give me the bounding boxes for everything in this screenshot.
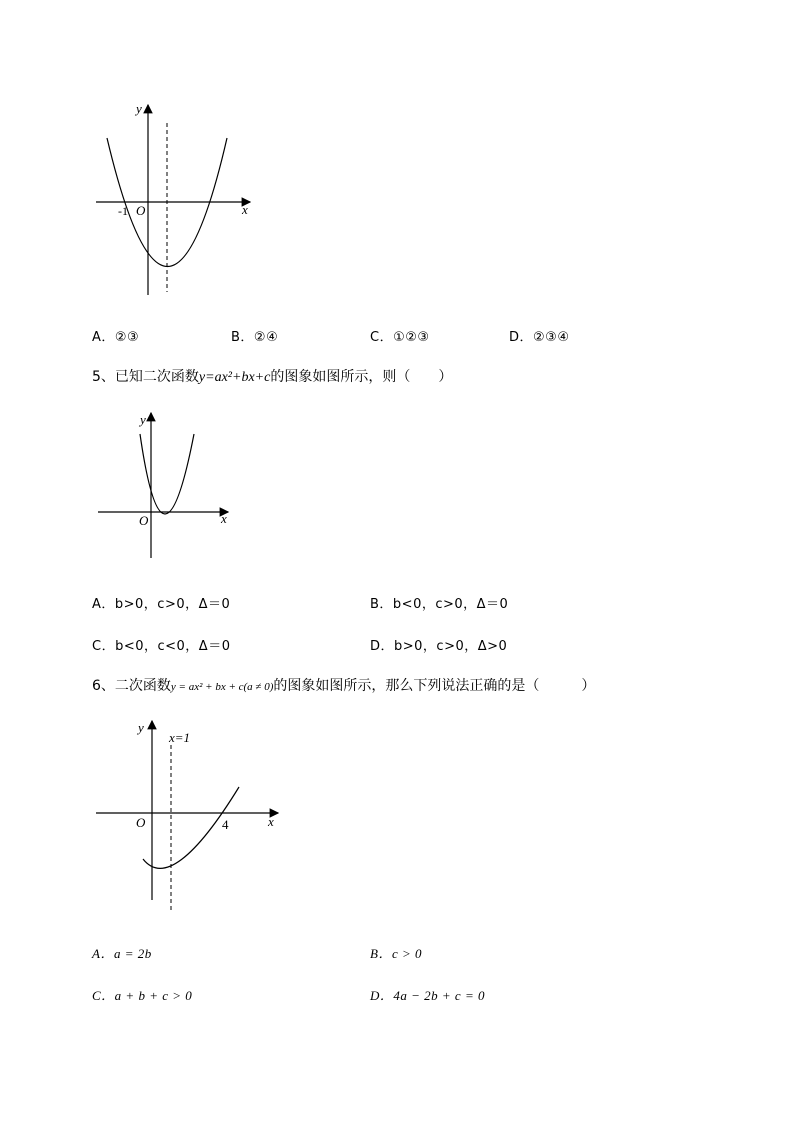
q6-formula: y = ax² + bx + c(a ≠ 0) [170, 681, 274, 693]
q5-suffix: 的图象如图所示，则（ ） [270, 369, 453, 385]
origin-label: O [139, 513, 149, 528]
q4-option-a[interactable]: A．②③ [92, 330, 140, 345]
q5-option-b[interactable]: B．b<0，c>0，Δ＝0 [370, 597, 509, 612]
q6-prefix: 6、二次函数 [92, 678, 171, 694]
y-axis-label: y [140, 412, 146, 427]
q6-option-c[interactable] [92, 985, 192, 1004]
q4-option-b[interactable]: B．②④ [231, 330, 279, 345]
x-axis-label: x [221, 511, 227, 526]
x-axis-label: x [268, 814, 274, 829]
y-axis-label: y [138, 720, 144, 735]
x-axis-label: x [242, 202, 248, 217]
origin-label: O [136, 203, 146, 218]
parabola-curve [140, 434, 194, 514]
q6-option-d-text: D．4a − 2b + c = 0 [370, 988, 485, 1003]
tick-label-minus-one: -1 [118, 204, 128, 218]
q6-option-b[interactable] [370, 943, 422, 962]
y-axis-label: y [136, 101, 142, 116]
question-4-graph [90, 95, 260, 305]
question-6-graph [90, 715, 290, 915]
q5-prefix: 5、已知二次函数 [92, 369, 199, 385]
root-label-four: 4 [222, 817, 229, 832]
q4-option-d[interactable]: D．②③④ [509, 330, 570, 345]
q6-option-d[interactable] [370, 985, 485, 1004]
question-5-stem [92, 366, 452, 386]
q4-option-c[interactable]: C．①②③ [370, 330, 430, 345]
origin-label: O [136, 815, 146, 830]
q6-option-b-text: B．c > 0 [370, 946, 422, 961]
question-6-stem [92, 675, 595, 695]
q6-suffix: 的图象如图所示，那么下列说法正确的是（ ） [273, 678, 596, 694]
q6-option-a[interactable] [92, 943, 152, 962]
q5-option-a[interactable]: A．b>0，c>0，Δ＝0 [92, 597, 231, 612]
q5-option-c[interactable]: C．b<0，c<0，Δ＝0 [92, 639, 231, 654]
question-5-graph [90, 408, 240, 563]
q5-formula: y=ax²+bx+c [198, 370, 271, 385]
q5-option-d[interactable]: D．b>0，c>0，Δ>0 [370, 639, 508, 654]
symmetry-axis-label: x=1 [169, 730, 191, 745]
q6-option-a-text: A．a = 2b [92, 946, 152, 961]
q6-option-c-text: C．a + b + c > 0 [92, 988, 193, 1003]
